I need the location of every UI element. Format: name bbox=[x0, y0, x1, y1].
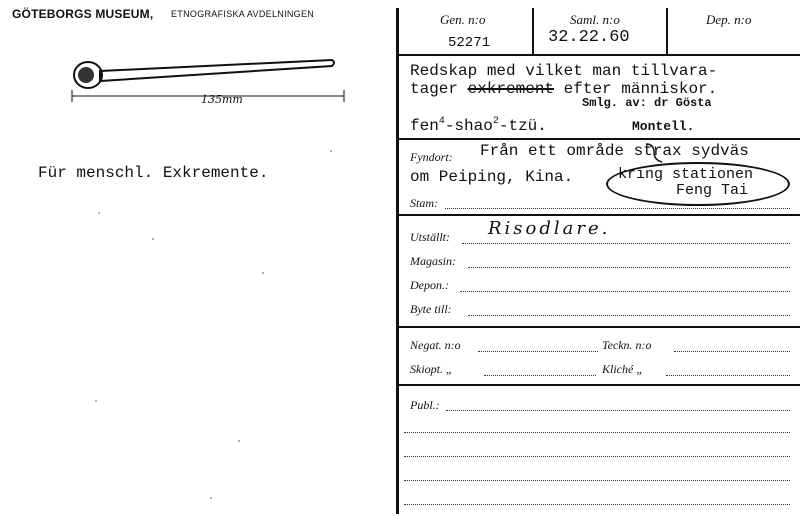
magasin-line bbox=[468, 267, 790, 268]
utstallt-line bbox=[462, 243, 790, 244]
circled-line-1: kring stationen bbox=[618, 166, 754, 183]
description-rule bbox=[398, 138, 800, 140]
tone-2: 2 bbox=[492, 116, 499, 127]
museum-name: GÖTEBORGS MUSEUM, bbox=[12, 7, 154, 21]
teckn-line bbox=[674, 351, 790, 352]
saml-no-value: 32.22.60 bbox=[548, 28, 630, 47]
gen-no-value: 52271 bbox=[448, 35, 491, 51]
implement-sketch bbox=[60, 50, 360, 120]
depon-label: Depon.: bbox=[410, 278, 449, 292]
publ-label: Publ.: bbox=[410, 398, 440, 412]
term-part-1: fen bbox=[410, 117, 439, 135]
byte-line bbox=[468, 315, 790, 316]
fyndort-line-1: Från ett område strax sydväs bbox=[480, 142, 749, 160]
donor-line-2: Montell. bbox=[632, 119, 695, 134]
stam-line bbox=[445, 208, 790, 209]
publ-line-5 bbox=[404, 504, 790, 505]
utstallt-value: Risodlare. bbox=[488, 218, 611, 239]
card-left-border bbox=[396, 8, 399, 514]
sketch-caption: Für menschl. Exkremente. bbox=[38, 164, 269, 182]
publ-line-2 bbox=[404, 432, 790, 433]
depon-line bbox=[460, 291, 790, 292]
teckn-label: Teckn. n:o bbox=[602, 338, 652, 352]
utstallt-label: Utställt: bbox=[410, 230, 451, 244]
tone-1: 4 bbox=[438, 116, 445, 127]
column-divider-1 bbox=[532, 8, 534, 54]
negat-rule bbox=[398, 384, 800, 386]
term-part-2: -shao bbox=[444, 117, 493, 135]
negat-line bbox=[478, 351, 598, 352]
donor-line-1: Smlg. av: dr Gösta bbox=[582, 96, 712, 110]
storage-rule bbox=[398, 326, 800, 328]
struck-word: exkrement bbox=[467, 80, 555, 98]
department-name: ETNOGRAFISKA AVDELNINGEN bbox=[171, 9, 315, 19]
publ-line-3 bbox=[404, 456, 790, 457]
brace-mark bbox=[644, 142, 664, 164]
publ-line-1 bbox=[446, 410, 790, 411]
saml-no-label: Saml. n:o bbox=[570, 12, 620, 27]
description-line-3 bbox=[410, 116, 547, 135]
dep-no-label: Dep. n:o bbox=[706, 12, 752, 27]
column-divider-2 bbox=[666, 8, 668, 54]
description-line-1: Redskap med vilket man tillvara- bbox=[410, 62, 718, 80]
kliche-line bbox=[666, 375, 790, 376]
magasin-label: Magasin: bbox=[410, 254, 456, 268]
gen-no-label: Gen. n:o bbox=[440, 12, 486, 27]
byte-label: Byte till: bbox=[410, 302, 452, 316]
publ-line-4 bbox=[404, 480, 790, 481]
circled-line-2: Feng Tai bbox=[676, 182, 749, 199]
fyndort-label: Fyndort: bbox=[410, 150, 453, 164]
skiopt-label: Skiopt. „ bbox=[410, 362, 453, 376]
skiopt-line bbox=[484, 375, 596, 376]
term-part-3: -tzü. bbox=[498, 117, 547, 135]
fyndort-rule bbox=[398, 214, 800, 216]
stam-label: Stam: bbox=[410, 196, 438, 210]
kliche-label: Kliché „ bbox=[602, 362, 643, 376]
description-text-cont: efter människor. bbox=[554, 80, 718, 98]
negat-label: Negat. n:o bbox=[410, 338, 461, 352]
header-rule bbox=[398, 54, 800, 56]
description-text: tager bbox=[410, 80, 468, 98]
measurement-label: 135mm bbox=[201, 93, 243, 106]
fyndort-line-2: om Peiping, Kina. bbox=[410, 168, 574, 186]
